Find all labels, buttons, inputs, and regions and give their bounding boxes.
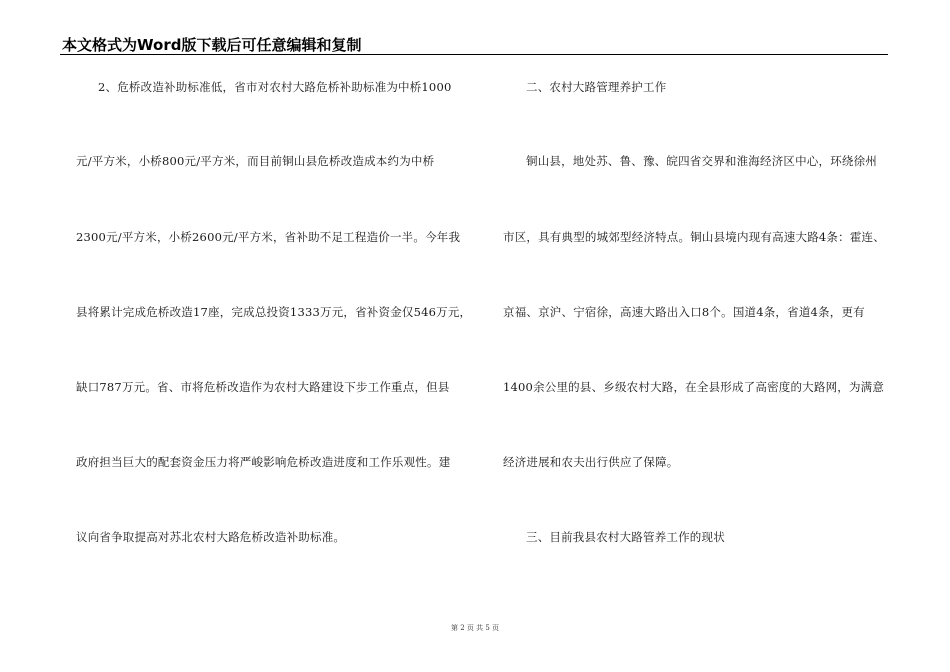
left-line-2: 元/平方米，小桥800元/平方米，而目前铜山县危桥改造成本约为中桥 [76,154,435,168]
header-divider [60,54,888,55]
right-line-6: 经济进展和农夫出行供应了保障。 [503,455,679,469]
left-line-5: 缺口787万元。省、市将危桥改造作为农村大路建设下步工作重点，但县 [76,380,450,394]
right-line-1: 二、农村大路管理养护工作 [526,80,667,94]
right-line-5: 1400余公里的县、乡级农村大路，在全县形成了高密度的大路网，为满意 [503,380,885,394]
right-line-7: 三、目前我县农村大路管养工作的现状 [526,530,725,544]
left-line-1: 2、危桥改造补助标准低，省市对农村大路危桥补助标准为中桥1000 [98,80,452,94]
right-line-4: 京福、京沪、宁宿徐，高速大路出入口8个。国道4条，省道4条，更有 [503,305,865,319]
left-line-6: 政府担当巨大的配套资金压力将严峻影响危桥改造进度和工作乐观性。建 [76,455,451,469]
right-line-2: 铜山县，地处苏、鲁、豫、皖四省交界和淮海经济区中心，环绕徐州 [526,154,877,168]
right-line-3: 市区，具有典型的城郊型经济特点。铜山县境内现有高速大路4条：霍连、 [503,230,885,244]
page-number: 第 2 页 共 5 页 [450,624,500,632]
left-line-3: 2300元/平方米，小桥2600元/平方米，省补助不足工程造价一半。今年我 [76,230,461,244]
document-header-title: 本文格式为Word版下载后可任意编辑和复制 [62,36,362,54]
left-line-4: 县将累计完成危桥改造17座，完成总投资1333万元，省补资金仅546万元， [76,305,472,319]
left-line-7: 议向省争取提高对苏北农村大路危桥改造补助标准。 [76,530,346,544]
